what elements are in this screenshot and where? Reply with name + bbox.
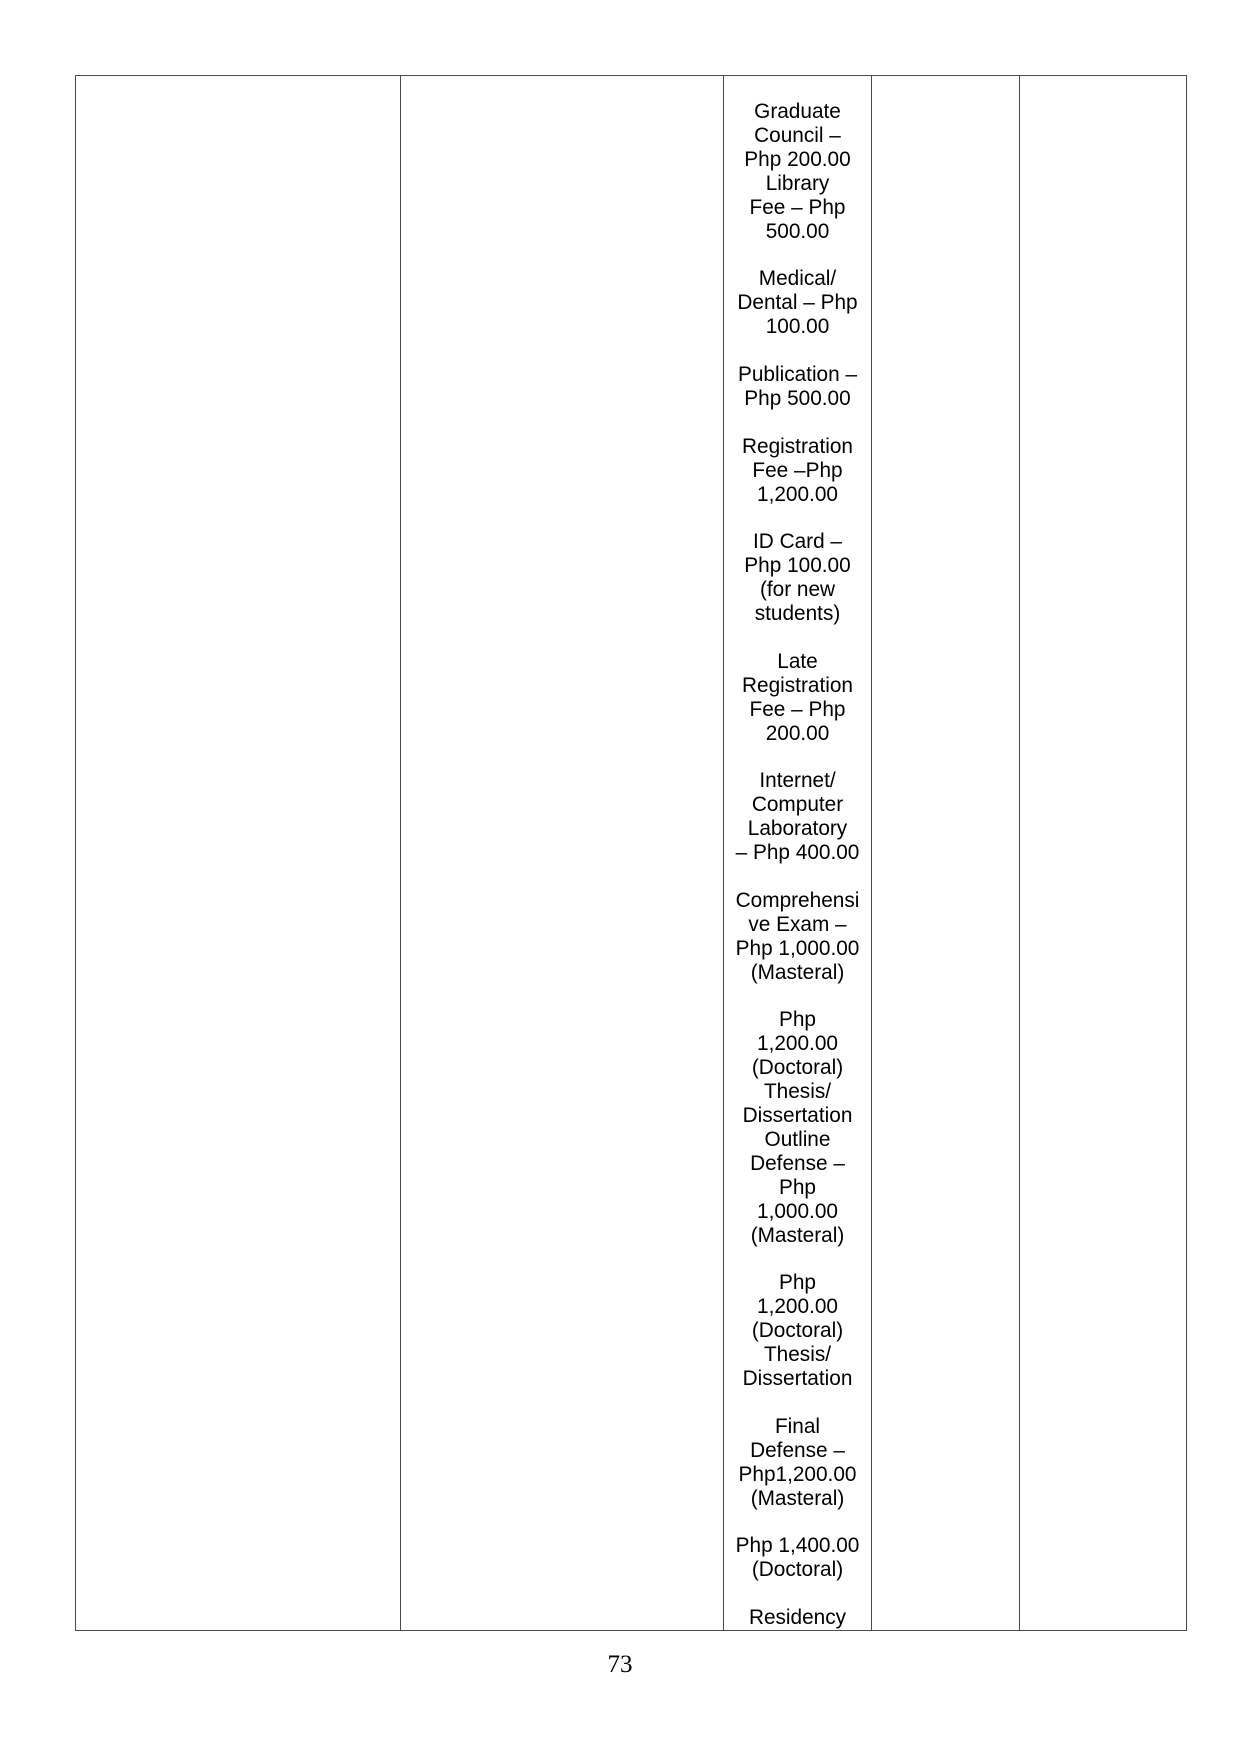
fee-entry-line: (for new (759, 578, 836, 602)
fee-entry-line: ID Card – (753, 530, 842, 554)
fee-entry-line: Medical/ (758, 267, 837, 291)
fee-entry-line: Defense – (750, 1151, 845, 1175)
fee-entry (724, 363, 871, 411)
fee-entry-line: Council – (754, 123, 841, 147)
fee-entry-line: Php 1,400.00 (735, 1534, 860, 1558)
fee-entry-line: Dissertation (742, 1367, 853, 1391)
table-cell-col-4 (871, 76, 1019, 1630)
fee-entry-line: Dental – Php (737, 291, 858, 315)
fee-entry-line: Php (778, 1008, 816, 1032)
fee-entry-line: Php (778, 1271, 816, 1295)
fee-entry-line: Comprehensi (735, 888, 860, 912)
table-cell-col-2 (400, 76, 724, 1630)
fee-entry-line: Php1,200.00 (738, 1462, 857, 1486)
table-cell-col-5 (1019, 76, 1186, 1630)
fee-entry-line: Fee –Php (752, 458, 843, 482)
fee-entry-line: Fee – Php (749, 195, 846, 219)
fee-entry (724, 530, 871, 626)
fee-entry-line: Defense – (750, 1438, 845, 1462)
fee-entry-line: ve Exam – (748, 912, 847, 936)
fee-entry-line: Computer (751, 793, 844, 817)
fee-entry-line: – Php 400.00 (735, 841, 860, 865)
fee-entry-line: 1,200.00 (757, 482, 838, 506)
page-number: 73 (607, 1651, 633, 1678)
fee-entry (724, 435, 871, 507)
table-cell-col-1 (76, 76, 400, 1630)
fee-entry-line: Thesis/ (763, 1080, 832, 1104)
fee-entry-line: 1,000.00 (757, 1199, 838, 1223)
fee-entry (724, 267, 871, 339)
fee-entry-line: (Doctoral) (751, 1319, 844, 1343)
fee-entry (724, 1534, 871, 1582)
fee-entry (724, 769, 871, 865)
fee-entry (724, 100, 871, 243)
fee-entry-line: Residency (748, 1606, 847, 1630)
fee-entry (724, 1415, 871, 1511)
fees-table (75, 75, 1187, 1631)
fee-entry (724, 650, 871, 746)
fee-entry-line: Registration (742, 434, 853, 458)
fee-entry (724, 1008, 871, 1247)
fee-entry (724, 1606, 871, 1630)
fee-entry-line: Graduate (754, 100, 841, 123)
fee-entry-line: Publication – (737, 362, 858, 386)
fee-entry-line: (Doctoral) (751, 1558, 844, 1582)
fee-entry-line: students) (754, 602, 841, 626)
table-cell-fees (723, 76, 871, 1630)
fee-entry-line: Internet/ (759, 769, 836, 793)
fee-entry-line: Fee – Php (749, 697, 846, 721)
fee-entry-line: Dissertation (742, 1104, 853, 1128)
fee-entry-line: Php 1,000.00 (735, 936, 860, 960)
fee-entry-line: 100.00 (765, 315, 830, 339)
fee-entry-line: (Masteral) (750, 1223, 845, 1247)
fee-entry-line: 1,200.00 (757, 1032, 838, 1056)
fee-entry-line: Late (777, 649, 818, 673)
fee-entry-line: Library (765, 171, 830, 195)
fee-entry-line: Php 500.00 (744, 386, 851, 410)
fee-entry (724, 1271, 871, 1391)
fee-entry-line: 200.00 (765, 721, 830, 745)
fee-entry-line: Laboratory (747, 817, 848, 841)
fee-entry-line: (Masteral) (750, 1486, 845, 1510)
fee-entry-line: Registration (742, 673, 853, 697)
fee-entry-line: Php 200.00 (744, 147, 851, 171)
fee-entry-line: (Masteral) (750, 960, 845, 984)
fee-entry-line: Php (778, 1175, 816, 1199)
fee-entry-line: Php 100.00 (744, 554, 851, 578)
fee-entry-line: Thesis/ (763, 1343, 832, 1367)
fee-list (724, 100, 871, 1630)
fee-entry-line: 1,200.00 (757, 1295, 838, 1319)
fee-entry-line: 500.00 (765, 219, 830, 243)
fee-entry-line: Outline (764, 1127, 831, 1151)
fee-entry (724, 889, 871, 985)
fee-entry-line: (Doctoral) (751, 1056, 844, 1080)
fee-entry-line: Final (774, 1414, 821, 1438)
